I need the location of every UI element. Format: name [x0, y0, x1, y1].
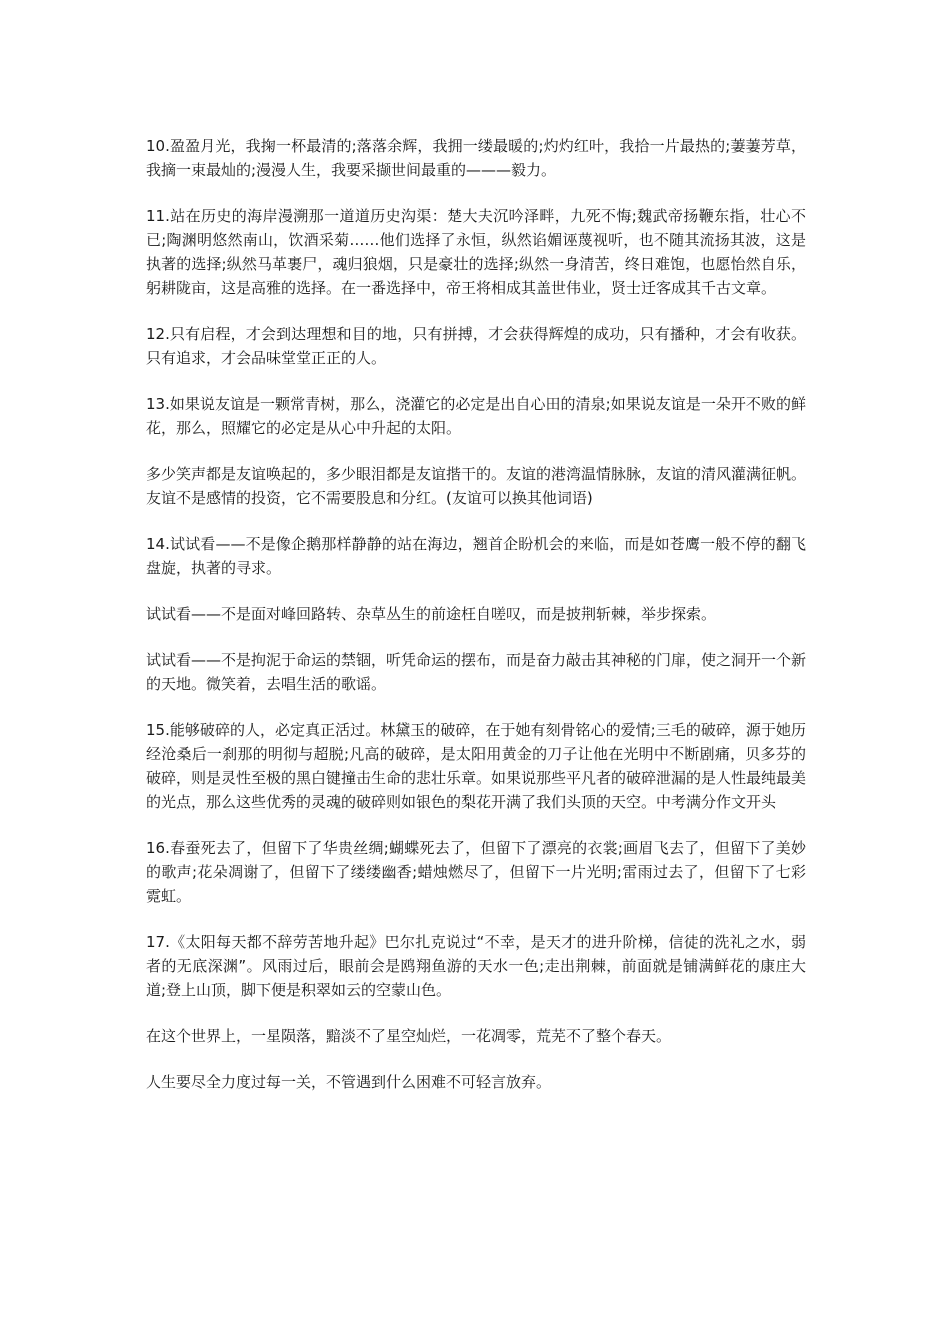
paragraph-15: 15.能够破碎的人，必定真正活过。林黛玉的破碎，在于她有刻骨铭心的爱情;三毛的破碎，源于她历经沧桑后一刹那的明彻与超脱;凡高的破碎，是太阳用黄金的刀子让他在光明中不断剧痛，贝多芬的破碎，则是灵性至极的黑白键撞击生命的悲壮乐章。如果说那些平凡者的破碎泄漏的是人性最纯最美的光点，那么这些优秀的灵魂的破碎则如银色的梨花开满了我们头顶的天空。中考满分作文开头 [146, 721, 807, 811]
paragraph-closing: 人生要尽全力度过每一关，不管遇到什么困难不可轻言放弃。 [146, 1073, 552, 1091]
paragraph-12: 12.只有启程，才会到达理想和目的地，只有拼搏，才会获得辉煌的成功，只有播种，才会有收获。只有追求，才会品味堂堂正正的人。 [146, 325, 806, 367]
paragraph-14-second: 试试看——不是面对峰回路转、杂草丛生的前途枉自嗟叹，而是披荆斩棘，举步探索。 [146, 605, 717, 623]
paragraph-14-third: 试试看——不是拘泥于命运的禁锢，听凭命运的摆布，而是奋力敲击其神秘的门扉，使之洞开一个新的天地。微笑着，去唱生活的歌谣。 [146, 651, 807, 693]
paragraph-16: 16.春蚕死去了，但留下了华贵丝绸;蝴蝶死去了，但留下了漂亮的衣裳;画眉飞去了，但留下了美妙的歌声;花朵凋谢了，但留下了缕缕幽香;蜡烛燃尽了，但留下一片光明;雷雨过去了，但留下了七彩霓虹。 [146, 839, 806, 905]
paragraph-11: 11.站在历史的海岸漫溯那一道道历史沟渠：楚大夫沉吟泽畔，九死不悔;魏武帝扬鞭东指，壮心不已;陶渊明悠然南山，饮酒采菊……他们选择了永恒，纵然谄媚诬蔑视听，也不随其流扬其波，这是执著的选择;纵然马革裹尸，魂归狼烟，只是豪壮的选择;纵然一身清苦，终日难饱，也愿怡然自乐，躬耕陇亩，这是高雅的选择。在一番选择中，帝王将相成其盖世伟业，贤士迁客成其千古文章。 [146, 207, 806, 297]
paragraph-17-second: 在这个世界上，一星陨落，黯淡不了星空灿烂，一花凋零，荒芜不了整个春天。 [146, 1027, 672, 1045]
paragraph-10: 10.盈盈月光，我掬一杯最清的;落落余辉，我拥一缕最暖的;灼灼红叶，我拾一片最热的;萋萋芳草，我摘一束最灿的;漫漫人生，我要采撷世间最重的———毅力。 [146, 137, 806, 179]
paragraph-13: 13.如果说友谊是一颗常青树，那么，浇灌它的必定是出自心田的清泉;如果说友谊是一朵开不败的鲜花，那么，照耀它的必定是从心中升起的太阳。 [146, 395, 806, 437]
paragraph-14: 14.试试看——不是像企鹅那样静静的站在海边，翘首企盼机会的来临，而是如苍鹰一般不停的翻飞盘旋，执著的寻求。 [146, 535, 806, 577]
paragraph-17: 17.《太阳每天都不辞劳苦地升起》巴尔扎克说过“不幸，是天才的进升阶梯，信徒的洗礼之水，弱者的无底深渊”。风雨过后，眼前会是鸥翔鱼游的天水一色;走出荆棘，前面就是铺满鲜花的康庄大道;登上山顶，脚下便是积翠如云的空蒙山色。 [146, 933, 806, 999]
document-body [146, 134, 806, 1116]
paragraph-13-continued: 多少笑声都是友谊唤起的，多少眼泪都是友谊揩干的。友谊的港湾温情脉脉，友谊的清风灌满征帆。友谊不是感情的投资，它不需要股息和分红。(友谊可以换其他词语) [146, 465, 807, 507]
